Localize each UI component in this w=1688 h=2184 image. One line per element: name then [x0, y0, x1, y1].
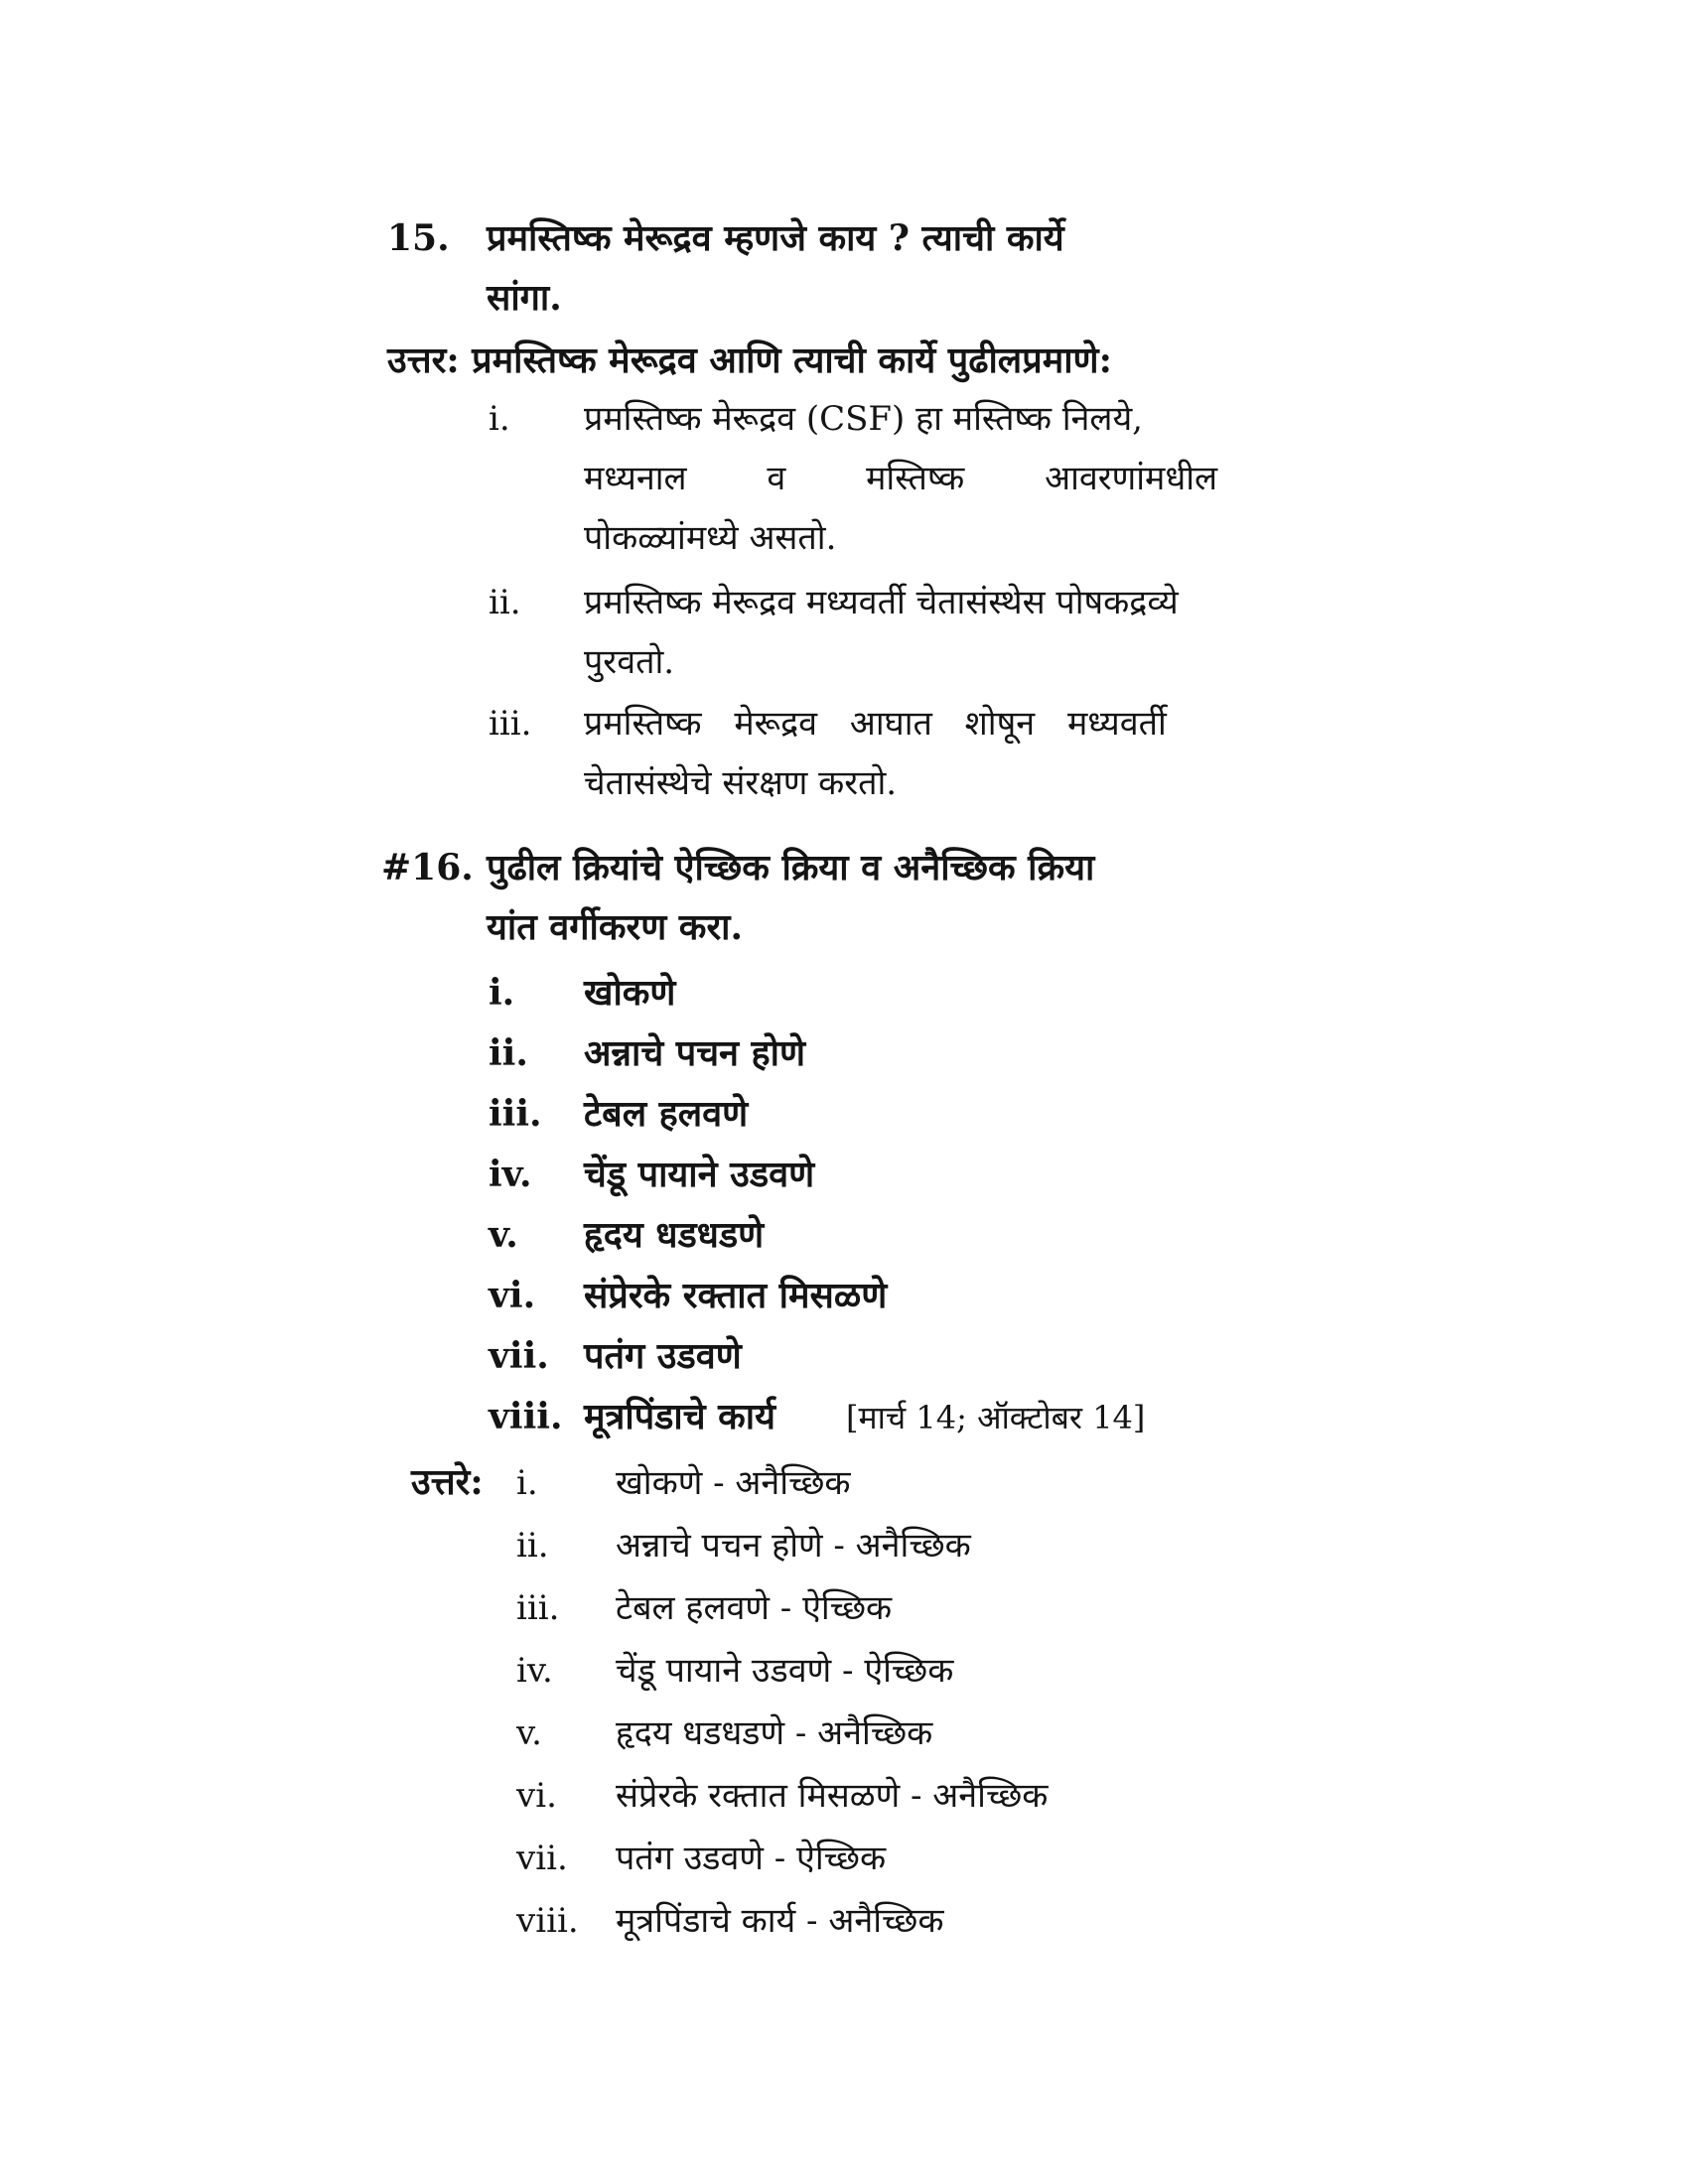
q15-point-3-line-1: प्रमस्तिष्क मेरूद्रव आघात शोषून मध्यवर्ती: [584, 704, 1167, 744]
answer-8-number: viii.: [516, 1901, 579, 1941]
answer-6-text: संप्रेरके रक्तात मिसळणे - अनैच्छिक: [616, 1776, 1049, 1816]
answer-4-number: iv.: [516, 1651, 553, 1691]
question-15-number: 15.: [387, 217, 450, 259]
q16-item-8-text: मूत्रपिंडाचे कार्य: [584, 1396, 776, 1437]
answer-4-text: चेंडू पायाने उडवणे - ऐच्छिक: [616, 1651, 954, 1691]
question-16-number: #16.: [381, 847, 474, 888]
q15-point-2-number: ii.: [489, 583, 521, 622]
answer-5-text: हृदय धडधडणे - अनैच्छिक: [616, 1713, 933, 1753]
answer-3-number: iii.: [516, 1588, 560, 1628]
answer-7-number: vii.: [516, 1839, 568, 1878]
answer-1-number: i.: [516, 1463, 538, 1503]
q16-item-6-number: vi.: [489, 1275, 536, 1316]
answer-7-text: पतंग उडवणे - ऐच्छिक: [616, 1839, 887, 1878]
q15-point-2-line-1: प्रमस्तिष्क मेरूद्रव मध्यवर्ती चेतासंस्थेस पोषकद्रव्ये: [584, 583, 1179, 622]
q15-point-3-number: iii.: [489, 704, 532, 744]
q16-item-5-number: v.: [489, 1214, 518, 1256]
question-16-text-line-2: यांत वर्गीकरण करा.: [487, 906, 744, 948]
q15-point-2-line-2: पुरवतो.: [584, 642, 675, 682]
q16-item-7-number: vii.: [489, 1335, 549, 1377]
q16-item-4-number: iv.: [489, 1154, 532, 1195]
exam-reference: [मार्च 14; ऑक्टोबर 14]: [846, 1399, 1146, 1436]
q15-point-1-line-1: प्रमस्तिष्क मेरूद्रव (CSF) हा मस्तिष्क निलये,: [584, 399, 1143, 439]
q16-item-8-number: viii.: [489, 1396, 563, 1437]
answer-6-number: vi.: [516, 1776, 557, 1816]
q16-item-3-number: iii.: [489, 1093, 542, 1135]
q16-item-1-text: खोकणे: [584, 972, 676, 1014]
q16-item-2-text: अन्नाचे पचन होणे: [584, 1032, 806, 1074]
q16-item-5-text: हृदय धडधडणे: [584, 1214, 765, 1256]
answer-2-text: अन्नाचे पचन होणे - अनैच्छिक: [616, 1526, 971, 1566]
q16-item-3-text: टेबल हलवणे: [584, 1093, 749, 1135]
q16-item-2-number: ii.: [489, 1032, 528, 1074]
q16-item-4-text: चेंडू पायाने उडवणे: [584, 1154, 815, 1195]
answer-2-number: ii.: [516, 1526, 549, 1566]
q15-point-3-line-2: चेतासंस्थेचे संरक्षण करतो.: [584, 763, 898, 803]
question-16-text-line-1: पुढील क्रियांचे ऐच्छिक क्रिया व अनैच्छिक क्रिया: [487, 847, 1095, 888]
q15-point-1-line-3: पोकळ्यांमध्ये असतो.: [584, 518, 837, 558]
q16-item-1-number: i.: [489, 972, 515, 1014]
question-15-text-line-1: प्रमस्तिष्क मेरूद्रव म्हणजे काय ? त्याची कार्ये: [487, 217, 1064, 259]
question-15-answer-heading: उत्तर: प्रमस्तिष्क मेरूद्रव आणि त्याची कार्ये पुढीलप्रमाणे:: [387, 340, 1112, 381]
answer-3-text: टेबल हलवणे - ऐच्छिक: [616, 1588, 893, 1628]
answer-5-number: v.: [516, 1713, 542, 1753]
answers-label: उत्तरे:: [411, 1461, 484, 1503]
answer-8-text: मूत्रपिंडाचे कार्य - अनैच्छिक: [616, 1901, 944, 1941]
q15-point-1-line-2: मध्यनाल व मस्तिष्क आवरणांमधील: [584, 459, 1218, 498]
answer-1-text: खोकणे - अनैच्छिक: [616, 1463, 851, 1503]
q16-item-7-text: पतंग उडवणे: [584, 1335, 742, 1377]
q16-item-6-text: संप्रेरके रक्तात मिसळणे: [584, 1275, 888, 1316]
q15-point-1-number: i.: [489, 399, 510, 439]
question-15-text-line-2: सांगा.: [487, 277, 562, 319]
